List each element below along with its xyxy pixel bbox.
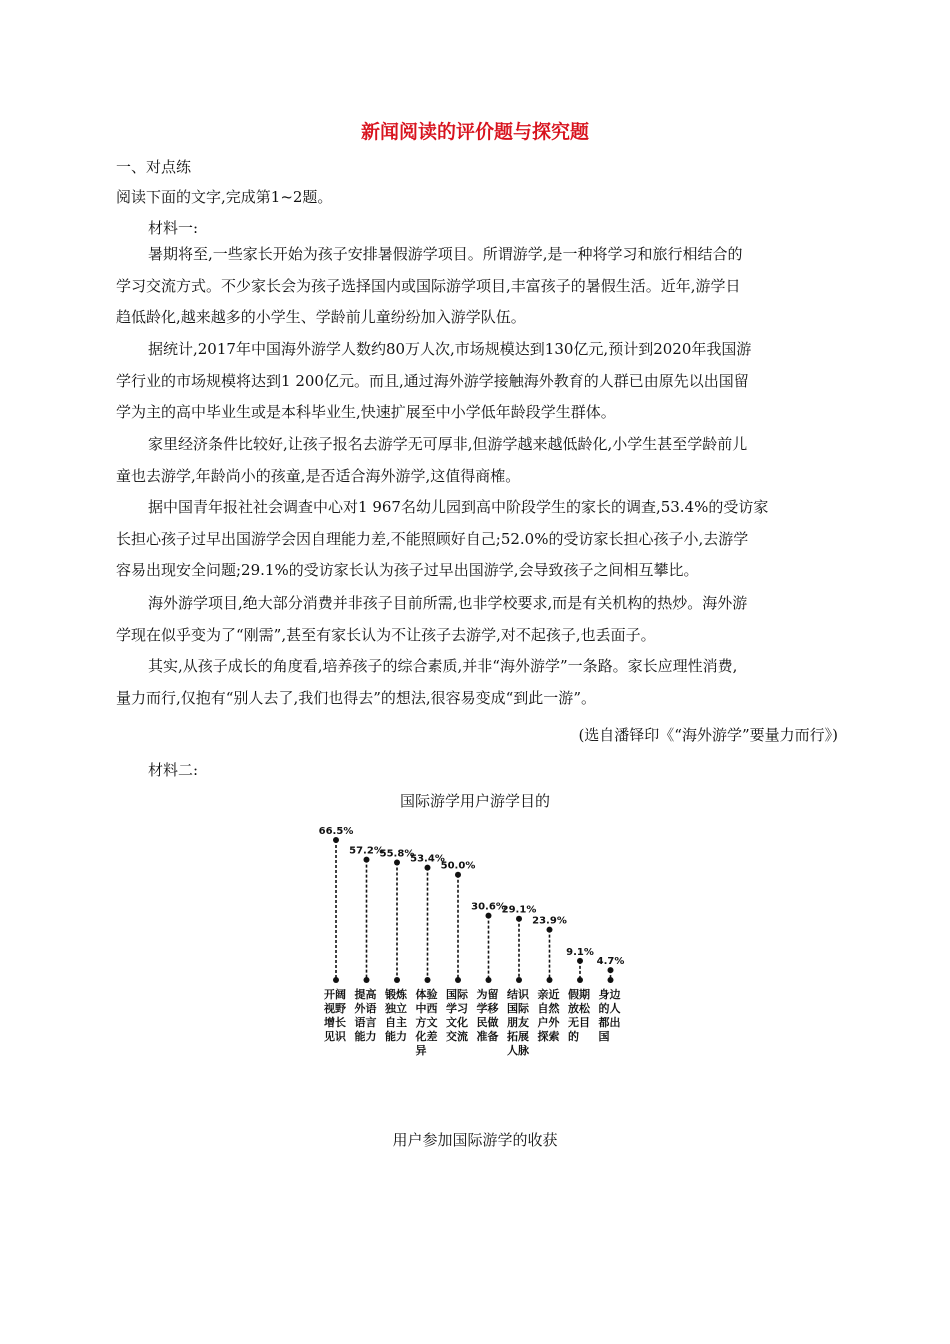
category-label: 学习 <box>446 1002 468 1015</box>
category-label: 文化 <box>446 1016 468 1029</box>
paragraph-line: 据统计,2017年中国海外游学人数约80万人次,市场规模达到130亿元,预计到2020年我国游 <box>148 340 752 358</box>
data-point <box>608 967 614 973</box>
category-label: 拓展 <box>507 1030 529 1043</box>
base-point <box>516 977 522 983</box>
paragraph-line: 趋低龄化,越来越多的小学生、学龄前儿童纷纷加入游学队伍。 <box>116 308 526 326</box>
category-label: 见识 <box>324 1030 346 1043</box>
paragraph-line: 量力而行,仅抱有“别人去了,我们也得去”的想法,很容易变成“到此一游”。 <box>116 688 596 707</box>
data-point <box>333 837 339 843</box>
base-point <box>547 977 553 983</box>
data-point <box>547 927 553 933</box>
base-point <box>455 977 461 983</box>
category-label: 交流 <box>446 1030 468 1043</box>
category-label: 中西 <box>415 1002 438 1015</box>
data-point <box>577 958 583 964</box>
paragraph-line: 容易出现安全问题;29.1%的受访家长认为孩子过早出国游学,会导致孩子之间相互攀比。 <box>116 561 699 579</box>
paragraph-line: 学现在似乎变为了“刚需”,甚至有家长认为不让孩子去游学,对不起孩子,也丢面子。 <box>116 625 656 644</box>
base-point <box>364 977 370 983</box>
category-label: 人脉 <box>507 1044 529 1057</box>
category-label: 能力 <box>354 1030 377 1043</box>
data-point <box>455 872 461 878</box>
category-label: 锻炼 <box>385 988 407 1001</box>
base-point <box>486 977 492 983</box>
category-label: 准备 <box>476 1030 499 1043</box>
paragraph-line: 童也去游学,年龄尚小的孩童,是否适合海外游学,这值得商榷。 <box>116 466 521 485</box>
instruction: 阅读下面的文字,完成第1~2题。 <box>116 188 333 206</box>
category-label: 无目 <box>568 1016 590 1029</box>
category-label: 开阔 <box>324 988 346 1001</box>
category-label: 增长 <box>324 1016 346 1029</box>
value-label: 4.7% <box>596 956 625 968</box>
chart2-title: 用户参加国际游学的收获 <box>392 1131 558 1149</box>
category-label: 外语 <box>354 1002 377 1015</box>
category-label: 独立 <box>385 1002 407 1015</box>
value-label: 53.4% <box>410 853 445 865</box>
category-label: 朋友 <box>507 1016 529 1029</box>
value-label: 55.8% <box>379 848 415 860</box>
chart-title: 国际游学用户游学目的 <box>399 792 550 810</box>
value-label: 57.2% <box>349 845 384 857</box>
category-label: 能力 <box>385 1030 407 1043</box>
paragraph-line: 学行业的市场规模将达到1 200亿元。而且,通过海外游学接触海外教育的人群已由原先以出国留 <box>116 371 749 390</box>
value-label: 9.1% <box>566 946 594 958</box>
category-label: 假期 <box>568 988 590 1001</box>
category-label: 都出 <box>598 1016 621 1029</box>
category-label: 异 <box>415 1044 427 1057</box>
section-heading: 一、对点练 <box>116 158 192 176</box>
category-label: 国际 <box>446 988 468 1001</box>
base-point <box>577 977 583 983</box>
category-label: 民做 <box>476 1016 499 1029</box>
data-point <box>486 913 492 919</box>
value-label: 29.1% <box>501 904 537 916</box>
category-label: 亲近 <box>537 988 560 1001</box>
value-label: 30.6% <box>471 901 506 913</box>
material2-label: 材料二: <box>148 761 199 779</box>
material1-label: 材料一: <box>148 219 199 237</box>
category-label: 国际 <box>507 1002 529 1015</box>
paragraph-line: 暑期将至,一些家长开始为孩子安排暑假游学项目。所谓游学,是一种将学习和旅行相结合的 <box>148 245 743 263</box>
value-label: 50.0% <box>440 860 476 872</box>
data-point <box>394 860 400 866</box>
base-point <box>608 977 614 983</box>
base-point <box>394 977 400 983</box>
category-label: 语言 <box>354 1016 377 1029</box>
data-point <box>516 916 522 922</box>
value-label: 23.9% <box>532 915 567 927</box>
paragraph-line: 其实,从孩子成长的角度看,培养孩子的综合素质,并非“海外游学”一条路。家长应理性消费, <box>148 657 738 675</box>
source-citation: (选自潘铎印《“海外游学”要量力而行》) <box>578 726 838 744</box>
paragraph-line: 家里经济条件比较好,让孩子报名去游学无可厚非,但游学越来越低龄化,小学生甚至学龄前儿 <box>148 435 748 453</box>
category-label: 自主 <box>385 1016 407 1029</box>
category-label: 提高 <box>354 988 377 1001</box>
paragraph-line: 学习交流方式。不少家长会为孩子选择国内或国际游学项目,丰富孩子的暑假生活。近年,游学日 <box>116 276 741 295</box>
category-label: 为留 <box>476 988 499 1001</box>
data-point <box>364 857 370 863</box>
category-label: 视野 <box>324 1002 346 1015</box>
category-label: 方文 <box>415 1016 438 1029</box>
category-label: 自然 <box>537 1002 560 1015</box>
category-label: 放松 <box>568 1002 590 1015</box>
paragraph-line: 据中国青年报社社会调查中心对1 967名幼儿园到高中阶段学生的家长的调查,53.4%的受访家 <box>148 498 769 516</box>
data-point <box>425 865 431 871</box>
category-label: 体验 <box>415 988 438 1001</box>
category-label: 学移 <box>476 1002 499 1015</box>
category-label: 身边 <box>598 988 621 1001</box>
purpose-chart <box>300 812 640 1102</box>
category-label: 化差 <box>415 1030 438 1043</box>
category-label: 国 <box>598 1030 610 1043</box>
base-point <box>425 977 431 983</box>
base-point <box>333 977 339 983</box>
page-title: 新闻阅读的评价题与探究题 <box>360 121 589 143</box>
category-label: 的 <box>568 1030 579 1043</box>
category-label: 结识 <box>507 988 529 1001</box>
paragraph-line: 长担心孩子过早出国游学会因自理能力差,不能照顾好自己;52.0%的受访家长担心孩子小,去游学 <box>116 529 749 548</box>
value-label: 66.5% <box>318 826 354 837</box>
paragraph-line: 学为主的高中毕业生或是本科毕业生,快速扩展至中小学低年龄段学生群体。 <box>116 403 616 421</box>
paragraph-line: 海外游学项目,绝大部分消费并非孩子目前所需,也非学校要求,而是有关机构的热炒。海外游 <box>148 594 748 612</box>
category-label: 户外 <box>537 1016 560 1029</box>
category-label: 的人 <box>598 1002 621 1015</box>
category-label: 探索 <box>537 1030 560 1043</box>
